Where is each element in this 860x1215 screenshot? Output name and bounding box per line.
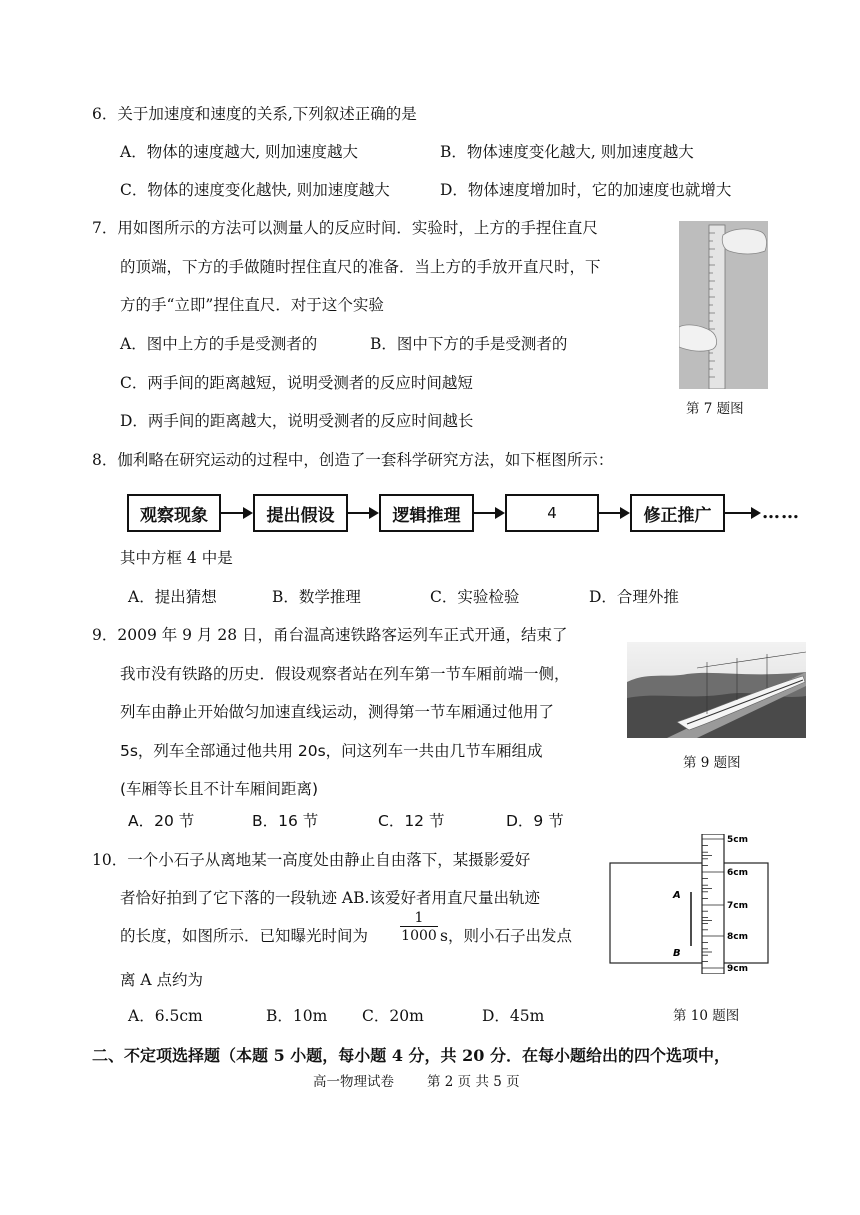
q7-stem-line1: 7．用如图所示的方法可以测量人的反应时间．实验时，上方的手捏住直尺 [92,219,598,237]
flow-box-1: 观察现象 [127,494,221,532]
flow-box-4: 4 [505,494,599,532]
q10-option-d: D．45m [482,1007,545,1025]
q10-stem-line1: 10．一个小石子从离地某一高度处由静止自由落下，某摄影爱好 [92,851,531,869]
q10-ruler-figure [609,834,769,974]
q10-stem-line3b: s，则小石子出发点 [440,927,572,945]
q8-option-a: A．提出猜想 [128,588,217,606]
point-b-label: B [673,948,681,959]
flow-arrow-3 [474,512,503,514]
ruler-label-8cm: 8cm [727,932,748,942]
q10-option-a: A．6.5cm [128,1007,203,1025]
q7-ruler-photo [679,221,768,389]
flow-ellipsis: …… [762,502,800,523]
q9-stem-line3: 列车由静止开始做匀加速直线运动，测得第一节车厢通过他用了 [120,703,555,721]
ruler-label-6cm: 6cm [727,868,748,878]
q9-stem-line1: 9．2009 年 9 月 28 日，甬台温高速铁路客运列车正式开通，结束了 [92,626,568,644]
q6-option-b: B．物体速度变化越大, 则加速度越大 [440,143,694,161]
q8-option-b: B．数学推理 [272,588,361,606]
ruler-label-7cm: 7cm [727,901,748,911]
flow-box-3: 逻辑推理 [379,494,474,532]
q9-figure-caption: 第 9 题图 [683,755,741,771]
fraction-numerator: 1 [414,910,424,926]
ruler-label-5cm: 5cm [727,835,748,845]
q6-option-d: D．物体速度增加时，它的加速度也就增大 [440,181,732,199]
q8-option-d: D．合理外推 [589,588,679,606]
q10-option-b: B．10m [266,1007,328,1025]
flow-arrow-5 [725,512,759,514]
q9-option-b: B．16 节 [252,812,319,830]
q7-option-d: D．两手间的距离越大，说明受测者的反应时间越长 [120,412,474,430]
exposure-time-fraction [400,910,438,945]
q9-train-photo [627,642,806,738]
q10-figure-caption: 第 10 题图 [673,1008,740,1024]
q10-stem-line3a: 的长度，如图所示．已知曝光时间为 [120,927,369,945]
q7-option-c: C．两手间的距离越短，说明受测者的反应时间越短 [120,374,473,392]
q10-stem-line2: 者恰好拍到了它下落的一段轨迹 AB.该爱好者用直尺量出轨迹 [120,889,540,907]
q9-option-c: C．12 节 [378,812,445,830]
q8-sub-question: 其中方框 4 中是 [120,549,233,567]
q7-option-b: B．图中下方的手是受测者的 [370,335,568,353]
q8-option-c: C．实验检验 [430,588,520,606]
q7-stem-line2: 的顶端，下方的手做随时捏住直尺的准备．当上方的手放开直尺时，下 [120,258,601,276]
q6-stem: 6．关于加速度和速度的关系,下列叙述正确的是 [92,105,417,123]
q10-option-c: C．20m [362,1007,424,1025]
q9-option-a: A．20 节 [128,812,195,830]
q9-stem-line2: 我市没有铁路的历史．假设观察者站在列车第一节车厢前端一侧， [120,665,570,683]
flow-box-5: 修正推广 [630,494,725,532]
section-2-heading: 二、不定项选择题（本题 5 小题，每小题 4 分，共 20 分．在每小题给出的四个选项中， [92,1046,730,1065]
flow-arrow-4 [599,512,628,514]
footer-paper-title: 高一物理试卷 [313,1074,394,1090]
q7-stem-line3: 方的手“立即”捏住直尺．对于这个实验 [120,296,384,314]
q8-stem: 8．伽利略在研究运动的过程中，创造了一套科学研究方法，如下框图所示： [92,451,614,469]
q10-stem-line4: 离 A 点约为 [120,971,204,989]
q7-figure-caption: 第 7 题图 [686,401,744,417]
point-a-label: A [673,890,681,901]
q9-stem-line5: (车厢等长且不计车厢间距离) [120,780,319,798]
fraction-denominator: 1000 [401,928,437,944]
q6-option-a: A．物体的速度越大, 则加速度越大 [120,143,359,161]
flow-arrow-2 [348,512,377,514]
flow-box-2: 提出假设 [253,494,348,532]
q6-option-c: C．物体的速度变化越快, 则加速度越大 [120,181,390,199]
q9-stem-line4: 5s，列车全部通过他共用 20s，问这列车一共由几节车厢组成 [120,742,543,760]
ruler-label-9cm: 9cm [727,964,748,974]
footer-page-number: 第 2 页 共 5 页 [427,1074,520,1090]
q7-option-a: A．图中上方的手是受测者的 [120,335,318,353]
flow-arrow-1 [221,512,251,514]
q9-option-d: D．9 节 [506,812,564,830]
